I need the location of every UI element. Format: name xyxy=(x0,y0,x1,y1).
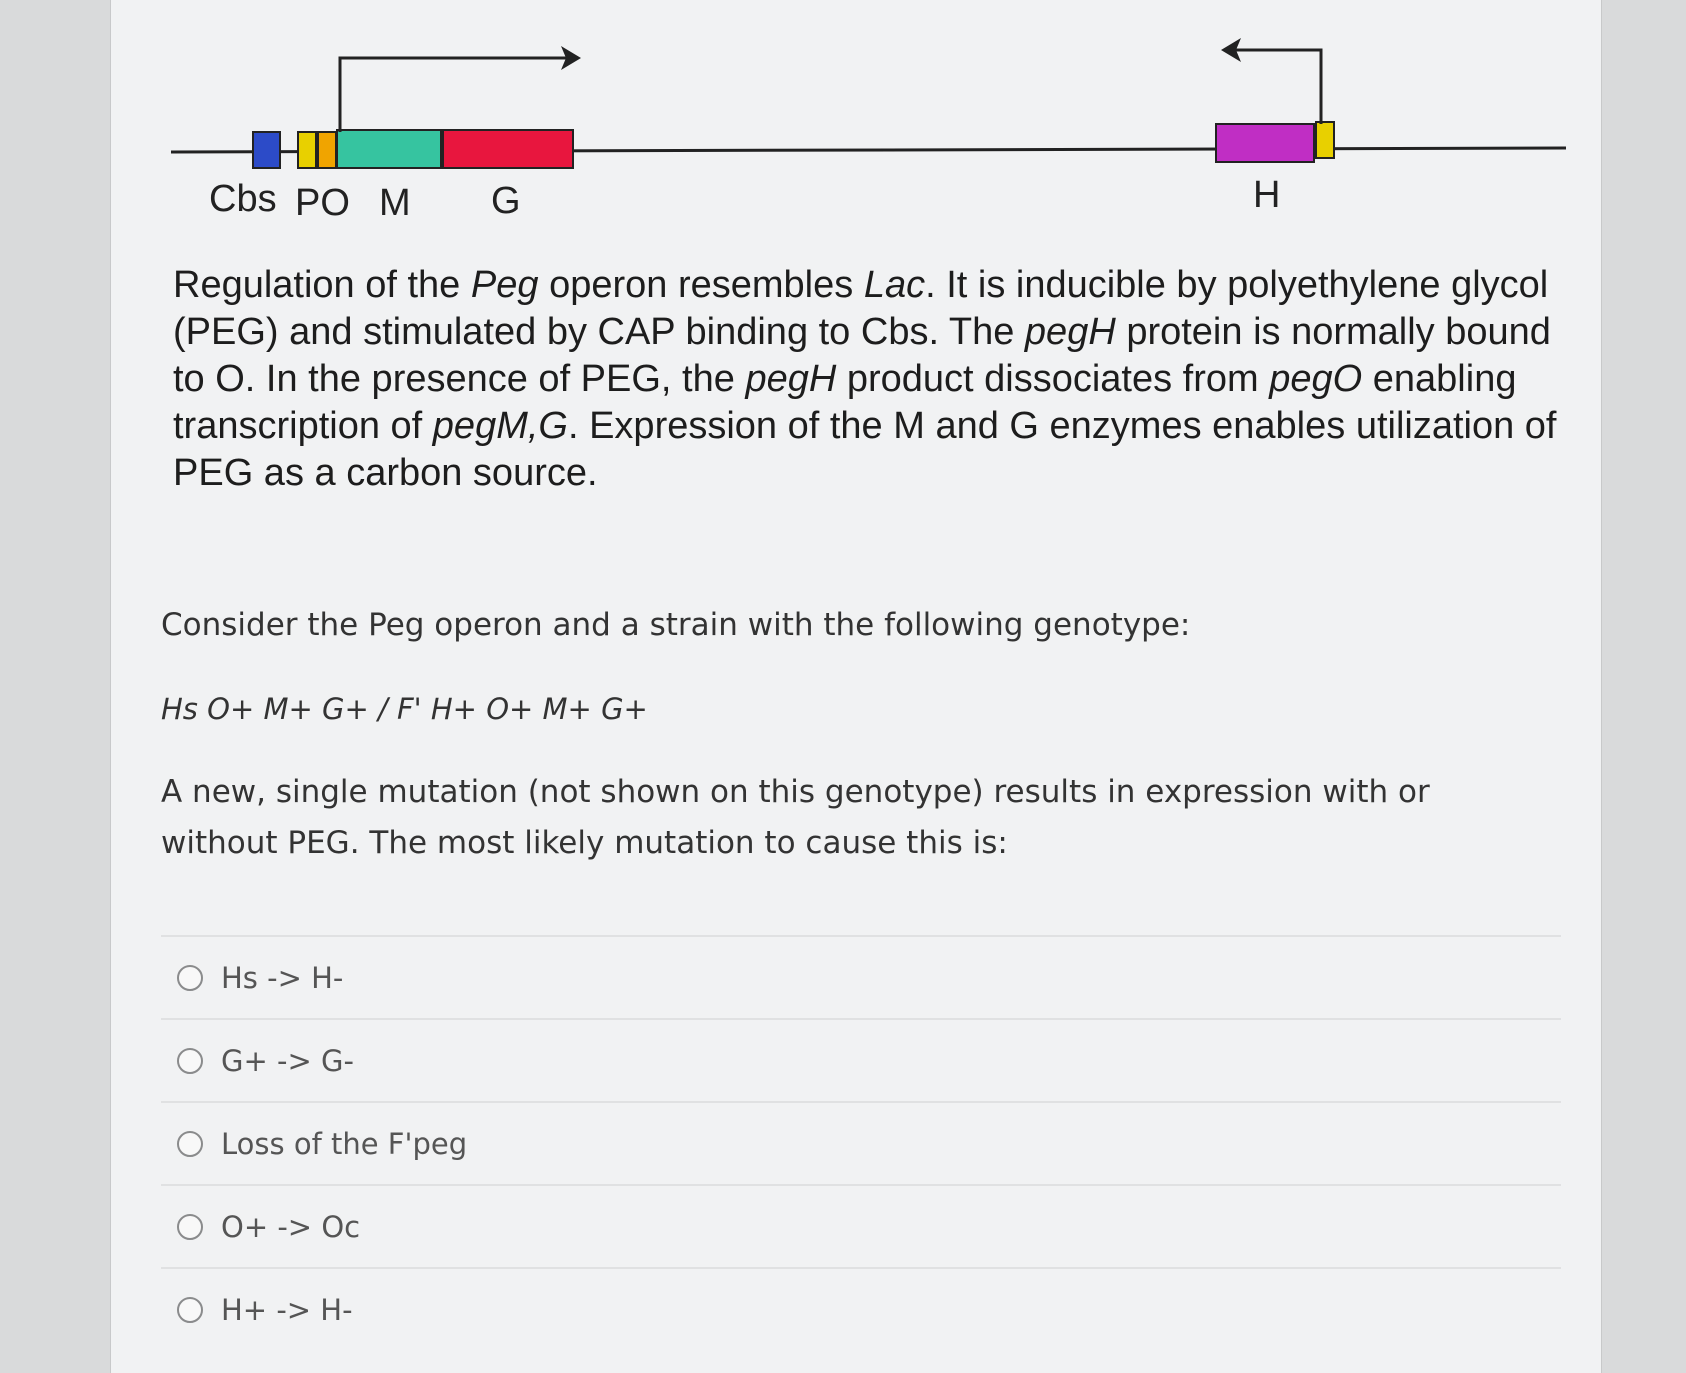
desc-text: product dissociates from xyxy=(836,358,1270,400)
answer-options xyxy=(161,935,1561,1350)
promoter-box xyxy=(298,132,316,168)
desc-italic-pegh: pegH xyxy=(1024,311,1116,353)
question-stem: A new, single mutation (not shown on this genotype) results in expression with or without PEG. The most likely mutation to cause this is: xyxy=(161,774,1430,861)
answer-option[interactable] xyxy=(161,1101,1561,1184)
desc-italic-lac: Lac xyxy=(863,264,926,306)
label-h: H xyxy=(1253,174,1281,216)
desc-text: . It is inducible by polyethylene glycol (PEG) and stimulated by CAP binding to Cbs. The xyxy=(173,264,1549,353)
answer-option[interactable] xyxy=(161,1018,1561,1101)
answer-option-label[interactable]: Hs -> H- xyxy=(221,960,344,995)
desc-italic-peg: Peg xyxy=(470,264,539,306)
radio-button[interactable] xyxy=(177,1131,203,1157)
answer-option-label[interactable]: G+ -> G- xyxy=(221,1043,354,1078)
operon-description xyxy=(173,262,1573,497)
radio-button[interactable] xyxy=(177,1297,203,1323)
operator-box xyxy=(318,132,336,168)
transcription-arrow-h xyxy=(1236,50,1321,124)
h-promoter-box xyxy=(1316,122,1334,158)
desc-text: operon resembles xyxy=(538,264,864,306)
label-g: G xyxy=(491,180,521,222)
label-po: PO xyxy=(295,182,350,224)
gene-m-box xyxy=(337,130,441,168)
operon-diagram xyxy=(171,20,1571,250)
label-m: M xyxy=(379,182,411,224)
cbs-box xyxy=(253,132,280,168)
gene-g-box xyxy=(443,130,573,168)
radio-button[interactable] xyxy=(177,965,203,991)
answer-option[interactable] xyxy=(161,1184,1561,1267)
gene-h-box xyxy=(1216,124,1314,162)
answer-option[interactable] xyxy=(161,1267,1561,1350)
desc-text: Regulation of the xyxy=(173,264,471,306)
answer-option-label[interactable]: H+ -> H- xyxy=(221,1292,353,1327)
answer-option[interactable] xyxy=(161,935,1561,1018)
question-page xyxy=(110,0,1602,1373)
answer-option-label[interactable]: Loss of the F'peg xyxy=(221,1126,468,1161)
label-cbs: Cbs xyxy=(209,178,277,220)
desc-italic-pegmg: pegM,G xyxy=(432,405,568,447)
desc-italic-pegh: pegH xyxy=(745,358,837,400)
desc-text: enabling transcription of xyxy=(173,358,1517,447)
genotype: Hs O+ M+ G+ / F' H+ O+ M+ G+ xyxy=(161,692,648,726)
question-block xyxy=(161,605,1561,869)
question-intro: Consider the Peg operon and a strain with the following genotype: xyxy=(161,607,1191,643)
answer-option-label[interactable]: O+ -> Oc xyxy=(221,1209,361,1244)
desc-text: protein is normally bound to O. In the presence of PEG, the xyxy=(173,311,1551,400)
desc-text: . Expression of the M and G enzymes enables utilization of PEG as a carbon source. xyxy=(173,405,1557,494)
transcription-arrow-mg xyxy=(340,58,566,132)
desc-italic-pego: pegO xyxy=(1269,358,1363,400)
radio-button[interactable] xyxy=(177,1214,203,1240)
radio-button[interactable] xyxy=(177,1048,203,1074)
